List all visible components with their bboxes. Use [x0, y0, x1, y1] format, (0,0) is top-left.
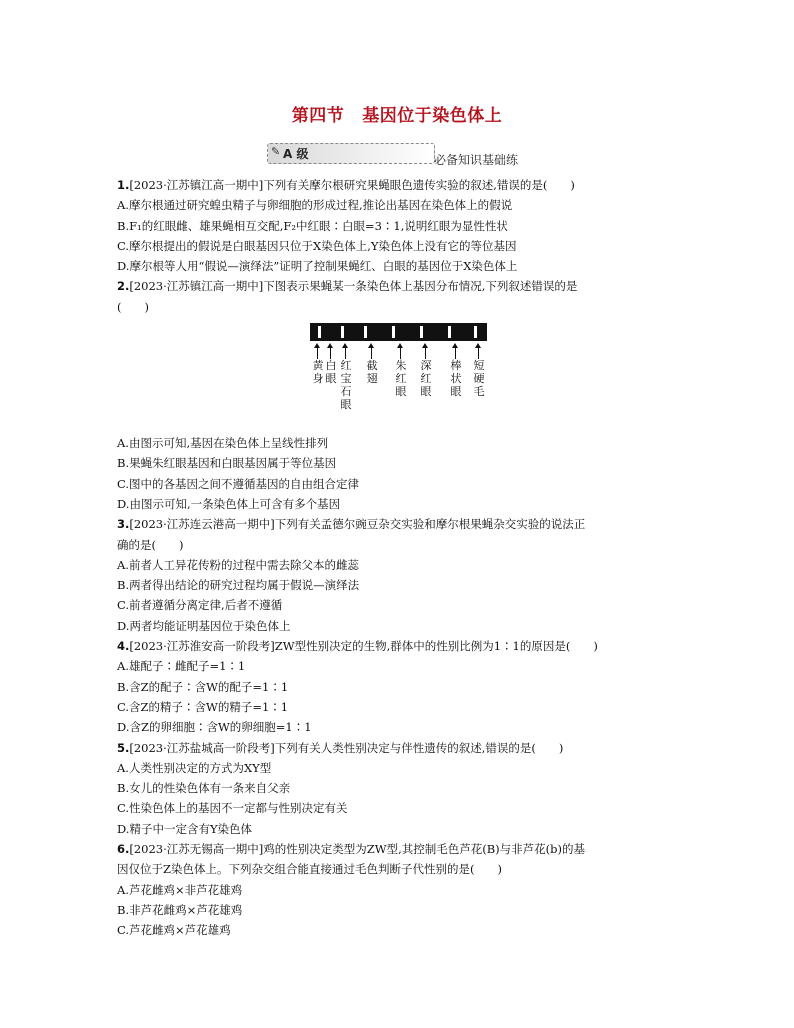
question-6 — [117, 839, 687, 940]
gene-label: 红宝石眼 — [339, 343, 353, 411]
question-1 — [117, 175, 687, 276]
option-a: A.芦花雌鸡×非芦花雄鸡 — [117, 882, 243, 897]
gene-label: 深红眼 — [419, 343, 433, 398]
question-stem-cont: 因仅位于Z染色体上。下列杂交组合能直接通过毛色判断子代性别的是( ) — [117, 862, 502, 877]
gene-label: 白眼 — [324, 343, 338, 385]
option-b: B.果蝇朱红眼基因和白眼基因属于等位基因 — [117, 456, 337, 471]
question-4 — [117, 636, 687, 737]
question-stem: [2023·江苏镇江高一期中]下列有关摩尔根研究果蝇眼色遗传实验的叙述,错误的是( ) — [129, 178, 575, 192]
question-stem-cont: ( ) — [117, 299, 149, 314]
question-5 — [117, 738, 687, 839]
question-stem-cont: 确的是( ) — [117, 537, 184, 552]
level-label: A 级 — [283, 147, 309, 161]
option-a: A.人类性别决定的方式为XY型 — [117, 760, 272, 775]
question-3 — [117, 514, 687, 636]
question-number: 3. — [117, 517, 130, 532]
option-d: D.精子中一定含有Y染色体 — [117, 821, 253, 836]
gene-label: 朱红眼 — [394, 343, 408, 398]
level-subtitle: 必备知识基础练 — [434, 153, 519, 167]
question-number: 1. — [117, 178, 130, 192]
option-d: D.摩尔根等人用“假说—演绎法”证明了控制果蝇红、白眼的基因位于X染色体上 — [117, 259, 518, 274]
level-banner — [267, 143, 435, 164]
section-name: 基因位于染色体上 — [362, 106, 503, 126]
option-c: C.含Z的精子∶含W的精子=1∶1 — [117, 699, 289, 714]
option-b: B.女儿的性染色体有一条来自父亲 — [117, 781, 291, 796]
option-d: D.含Z的卵细胞∶含W的卵细胞=1∶1 — [117, 720, 312, 735]
option-a: A.前者人工异花传粉的过程中需去除父本的雌蕊 — [117, 557, 359, 572]
pencil-icon: ✎ — [271, 145, 281, 158]
question-number: 2. — [117, 279, 130, 294]
question-stem: [2023·江苏镇江高一期中]下图表示果蝇某一条染色体上基因分布情况,下列叙述错误的是 — [129, 279, 578, 294]
page-title — [0, 101, 794, 126]
question-stem: [2023·江苏淮安高一阶段考]ZW型性别决定的生物,群体中的性别比例为1∶1的原因是( ) — [129, 639, 598, 654]
question-list — [117, 175, 687, 941]
option-d: D.两者均能证明基因位于染色体上 — [117, 618, 291, 633]
option-c: C.图中的各基因之间不遵循基因的自由组合定律 — [117, 476, 360, 491]
option-c: C.性染色体上的基因不一定都与性别决定有关 — [117, 801, 348, 816]
gene-label: 棒状眼 — [449, 343, 463, 398]
option-c: C.芦花雌鸡×芦花雄鸡 — [117, 923, 231, 938]
chromosome-bar — [310, 323, 487, 341]
option-b: B.F₁的红眼雌、雄果蝇相互交配,F₂中红眼∶白眼=3∶1,说明红眼为显性性状 — [117, 218, 508, 233]
question-number: 6. — [117, 842, 130, 857]
option-b: B.两者得出结论的研究过程均属于假说—演绎法 — [117, 578, 360, 593]
option-b: B.含Z的配子∶含W的配子=1∶1 — [117, 679, 289, 694]
option-a: A.由图示可知,基因在染色体上呈线性排列 — [117, 436, 329, 451]
option-d: D.由图示可知,一条染色体上可含有多个基因 — [117, 496, 341, 511]
question-stem: [2023·江苏无锡高一期中]鸡的性别决定类型为ZW型,其控制毛色芦花(B)与非芦花(b)的基 — [129, 842, 585, 857]
option-a: A.摩尔根通过研究蝗虫精子与卵细胞的形成过程,推论出基因在染色体上的假说 — [117, 198, 513, 213]
question-stem: [2023·江苏盐城高一阶段考]下列有关人类性别决定与伴性遗传的叙述,错误的是( ) — [129, 740, 564, 755]
gene-label: 截翅 — [365, 343, 379, 385]
option-b: B.非芦花雌鸡×芦花雄鸡 — [117, 902, 243, 917]
chromosome-figure — [117, 323, 687, 431]
section-number: 第四节 — [291, 106, 345, 126]
option-c: C.摩尔根提出的假说是白眼基因只位于X染色体上,Y染色体上没有它的等位基因 — [117, 238, 517, 253]
question-number: 5. — [117, 740, 130, 755]
question-number: 4. — [117, 639, 130, 654]
question-stem: [2023·江苏连云港高一期中]下列有关孟德尔豌豆杂交实验和摩尔根果蝇杂交实验的说法正 — [129, 517, 586, 532]
option-c: C.前者遵循分离定律,后者不遵循 — [117, 598, 283, 613]
gene-label: 黄身 — [311, 343, 325, 385]
question-2 — [117, 276, 687, 514]
option-a: A.雄配子∶雌配子=1∶1 — [117, 659, 246, 674]
gene-label: 短硬毛 — [472, 343, 486, 398]
